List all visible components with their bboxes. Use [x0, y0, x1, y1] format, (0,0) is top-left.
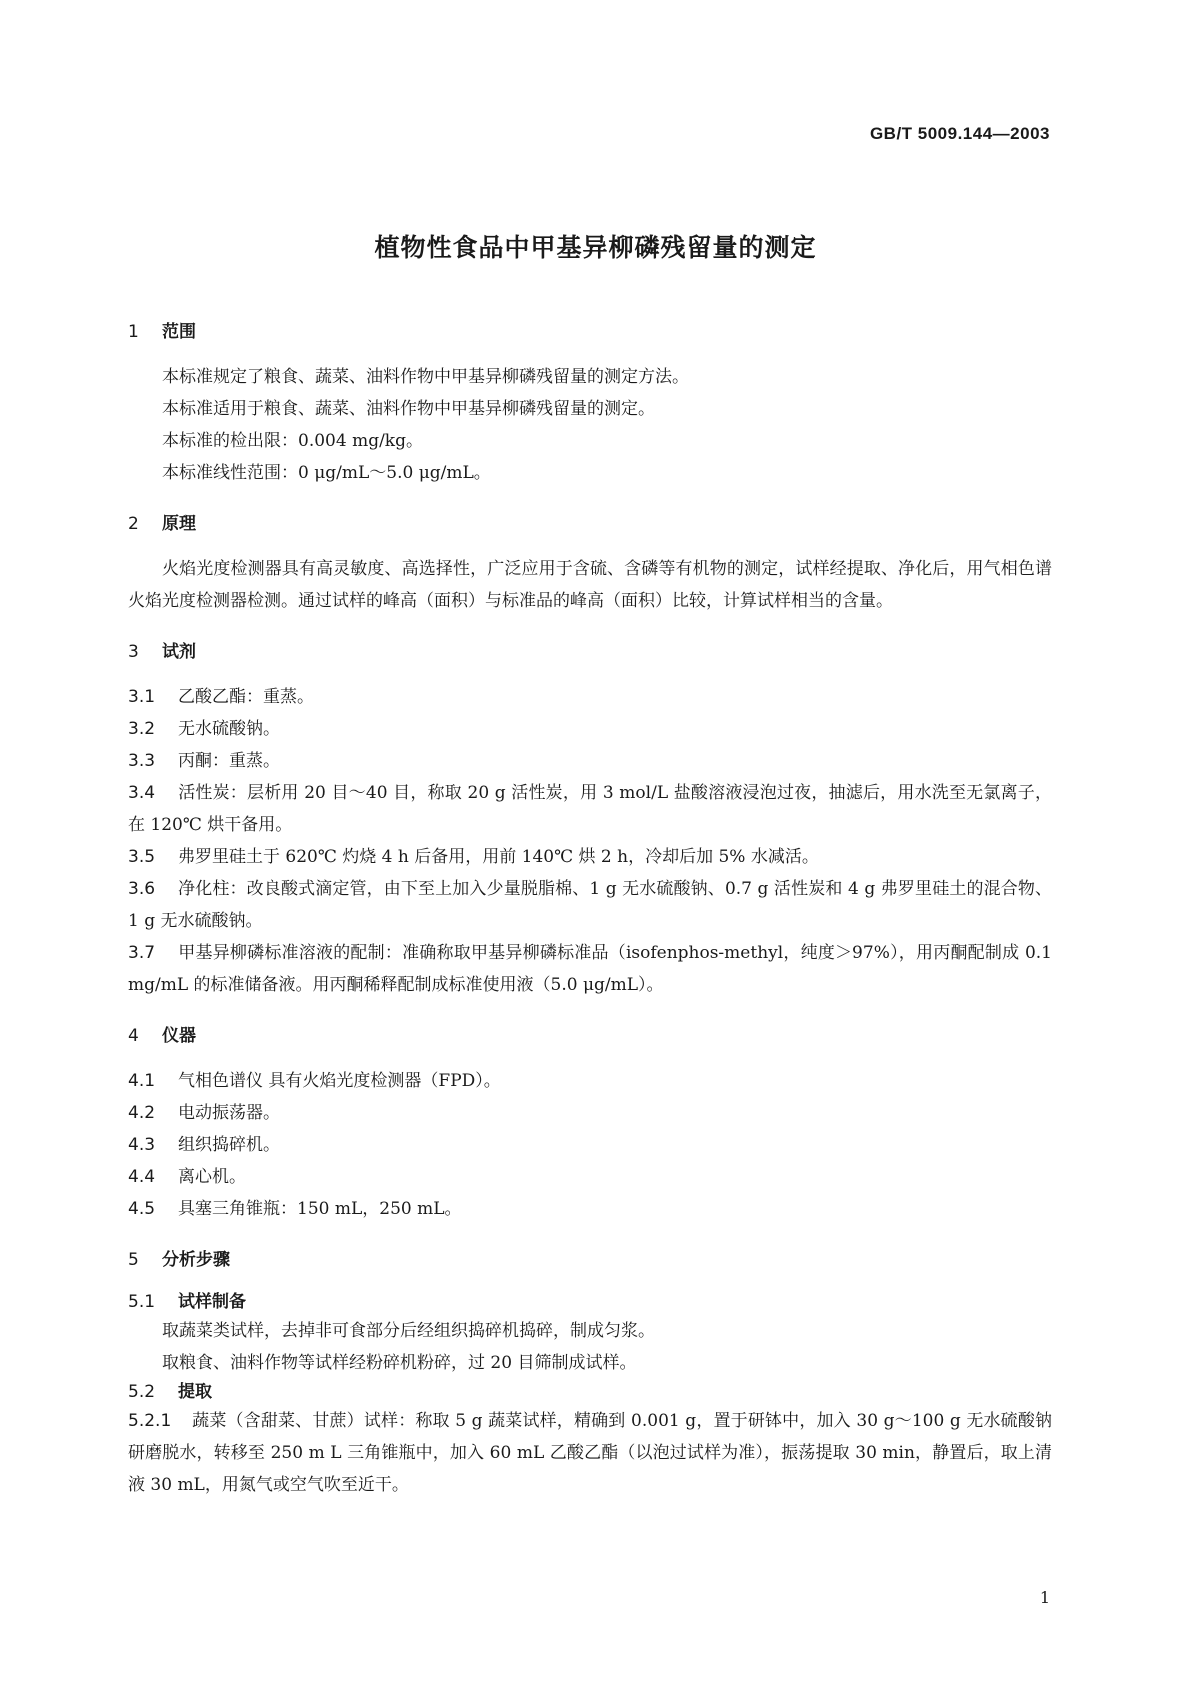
- list-item: 3.5 弗罗里硅土于 620℃ 灼烧 4 h 后备用，用前 140℃ 烘 2 h，冷却后加 5% 水减活。: [128, 847, 819, 867]
- section-reagents: [128, 641, 1052, 1001]
- paragraph: 火焰光度检测器具有高灵敏度、高选择性，广泛应用于含硫、含磷等有机物的测定，试样经提取、净化后，用气相色谱火焰光度检测器检测。通过试样的峰高（面积）与标准品的峰高（面积）比较，计算试样相当的含量。: [128, 559, 1052, 611]
- subsection-heading: 5.2 提取: [128, 1382, 212, 1402]
- paragraph: 本标准的检出限：0.004 mg/kg。: [162, 431, 423, 451]
- list-item: 3.1 乙酸乙酯：重蒸。: [128, 687, 314, 707]
- section-instruments: [128, 1025, 1052, 1225]
- paragraph: 取粮食、油料作物等试样经粉碎机粉碎，过 20 目筛制成试样。: [162, 1353, 637, 1373]
- page-number: 1: [1039, 1588, 1050, 1607]
- section-heading: 1 范围: [128, 322, 196, 342]
- paragraph: 本标准线性范围：0 μg/mL～5.0 μg/mL。: [162, 463, 491, 483]
- list-item: 4.1 气相色谱仪 具有火焰光度检测器（FPD）。: [128, 1071, 501, 1091]
- list-item: 4.3 组织捣碎机。: [128, 1135, 280, 1155]
- section-principle: [128, 513, 1052, 617]
- list-item: 3.4 活性炭：层析用 20 目～40 目，称取 20 g 活性炭，用 3 mol/L 盐酸溶液浸泡过夜，抽滤后，用水洗至无氯离子，在 120℃ 烘干备用。: [128, 783, 1052, 835]
- paragraph: 本标准规定了粮食、蔬菜、油料作物中甲基异柳磷残留量的测定方法。: [162, 367, 689, 387]
- subsection-heading: 5.1 试样制备: [128, 1292, 246, 1312]
- document-body: [128, 321, 1052, 1525]
- section-heading: 4 仪器: [128, 1026, 196, 1046]
- list-item: 3.6 净化柱：改良酸式滴定管，由下至上加入少量脱脂棉、1 g 无水硫酸钠、0.7 g 活性炭和 4 g 弗罗里硅土的混合物、1 g 无水硫酸钠。: [128, 879, 1052, 931]
- section-heading: 2 原理: [128, 514, 196, 534]
- list-item: 4.4 离心机。: [128, 1167, 246, 1187]
- list-item: 5.2.1 蔬菜（含甜菜、甘蔗）试样：称取 5 g 蔬菜试样，精确到 0.001 g，置于研钵中，加入 30 g～100 g 无水硫酸钠研磨脱水，转移至 250 m L 三角锥瓶中，加入 60 mL 乙酸乙酯（以泡过试样为准），振荡提取 30 min，静置后，取上清液 30 mL，用氮气或空气吹至近干。: [128, 1411, 1052, 1495]
- list-item: 3.3 丙酮：重蒸。: [128, 751, 280, 771]
- paragraph: 本标准适用于粮食、蔬菜、油料作物中甲基异柳磷残留量的测定。: [162, 399, 655, 419]
- section-procedure: [128, 1249, 1052, 1501]
- list-item: 4.2 电动振荡器。: [128, 1103, 280, 1123]
- section-heading: 5 分析步骤: [128, 1250, 230, 1270]
- document-title: 植物性食品中甲基异柳磷残留量的测定: [374, 233, 817, 262]
- list-item: 4.5 具塞三角锥瓶：150 mL，250 mL。: [128, 1199, 462, 1219]
- list-item: 3.2 无水硫酸钠。: [128, 719, 280, 739]
- paragraph: 取蔬菜类试样，去掉非可食部分后经组织捣碎机捣碎，制成匀浆。: [162, 1321, 655, 1341]
- list-item: 3.7 甲基异柳磷标准溶液的配制：准确称取甲基异柳磷标准品（isofenphos-methyl，纯度＞97%），用丙酮配制成 0.1 mg/mL 的标准储备液。用丙酮稀释配制成标准使用液（5.0 μg/mL）。: [128, 943, 1052, 995]
- section-scope: [128, 321, 1052, 489]
- section-heading: 3 试剂: [128, 642, 196, 662]
- standard-code: GB/T 5009.144—2003: [869, 124, 1050, 143]
